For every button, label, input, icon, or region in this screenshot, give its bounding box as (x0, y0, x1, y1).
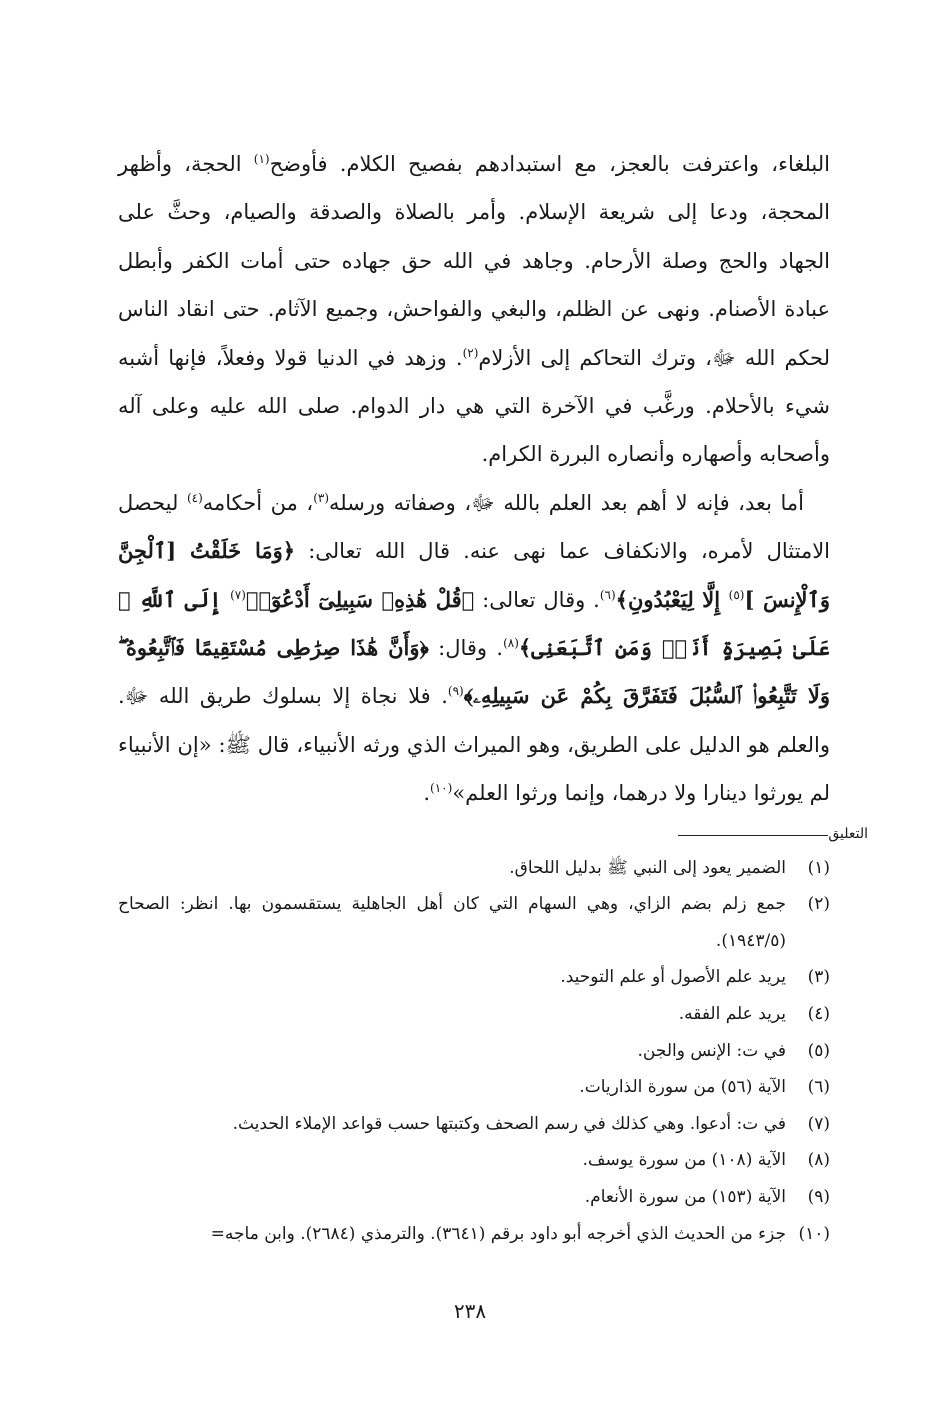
footnote (118, 996, 830, 1033)
footnote-marker: (١٠) (430, 781, 453, 796)
text-run: أما بعد، فإنه لا أهم بعد العلم بالله ﷻ، وصفاته ورسله (329, 490, 804, 515)
footnote-text: يريد علم الفقه. (678, 1004, 786, 1025)
footnote-number: (٥) (807, 1040, 830, 1061)
footnote-text: يريد علم الأصول أو علم التوحيد. (560, 967, 786, 988)
footnote-number: (٣) (807, 967, 830, 988)
paragraph-2 (118, 479, 830, 818)
footnote (118, 850, 830, 887)
footnotes-rule (678, 835, 828, 836)
paragraph-1 (118, 140, 830, 479)
page-content (118, 140, 868, 1252)
page-number: ٢٣٨ (453, 1299, 487, 1323)
quran-quote: إِلَّا لِيَعْبُدُونِ﴾ (615, 586, 729, 612)
footnote (118, 1106, 830, 1143)
footnote-text: في ت: أدعوا. وهي كذلك في رسم الصحف وكتبتها حسب قواعد الإملاء الحديث. (232, 1113, 786, 1134)
footnote-number: (٨) (807, 1150, 830, 1171)
quran-quote: ﴿قُلْ هَٰذِهِۦ سَبِيلِىٓ أَدْعُوٓا۟ (245, 586, 475, 612)
footnote-marker: (٥) (728, 587, 745, 602)
footnote-marker: (١) (253, 152, 270, 166)
footnotes-list (118, 850, 830, 1253)
footnote-number: (١) (807, 857, 830, 878)
quran-quote: ﴿وَمَا خَلَقْتُ [ٱلْجِنَّ وَٱلْإِنسَ ] (118, 538, 830, 612)
footnote-text: في ت: الإنس والجن. (637, 1040, 786, 1061)
footnote-marker: (٧) (230, 587, 246, 602)
footnote-marker: (٦) (599, 587, 616, 602)
footnote-marker: (٣) (313, 490, 330, 505)
footnote-number: (٦) (807, 1077, 830, 1098)
text-run: البلغاء، واعترفت بالعجز، مع استبدادهم بفصيح الكلام. فأوضح (269, 152, 831, 176)
footnotes-label: التعليق (828, 825, 868, 842)
footnote (118, 886, 830, 959)
text-run: . وزهد في الدنيا قولا وفعلاً، فإنها أشبه شيء بالأحلام. ورغَّب في الآخرة التي هي دار الدوام. صلى الله عليه وعلى آله وأصحابه وأصهاره وأنصاره البررة الكرام. (118, 345, 830, 467)
footnote-text: الآية (١٥٣) من سورة الأنعام. (584, 1187, 786, 1208)
footnote-marker: (٩) (447, 684, 464, 699)
text-run: الحجة، وأظهر المحجة، ودعا إلى شريعة الإسلام. وأمر بالصلاة والصدقة والصيام، وحثَّ على الجهاد والحج وصلة الأرحام. وجاهد في الله حق جهاده حتى أمات الكفر وأبطل عبادة الأصنام. ونهى عن الظلم، والبغي والفواحش، وجميع الآثام. حتى انقاد الناس لحكم الله ﷻ، وترك التحاكم إلى الأزلام (118, 152, 830, 370)
footnote-text: جزء من الحديث الذي أخرجه أبو داود برقم (٣٦٤١). والترمذي (٢٦٨٤). وابن ماجه= (210, 1223, 786, 1244)
footnote (118, 1216, 830, 1253)
text-run: ، من أحكامه (202, 490, 314, 515)
footnote-number: (٢) (807, 894, 830, 915)
quran-quote: إِلَى ٱللَّهِ ۚ عَلَىٰ بَصِيرَةٍ أَنَا۠ وَمَنِ ٱتَّبَعَنِى﴾ (118, 586, 831, 661)
footnote-number: (٩) (807, 1187, 830, 1208)
footnote-marker: (٨) (503, 636, 519, 651)
quran-quote: ﴿وَأَنَّ هَٰذَا صِرَٰطِى مُسْتَقِيمًا فَٱتَّبِعُوهُ ۖ وَلَا تَتَّبِعُوا۟ ٱلسُّبُلَ فَتَفَرَّقَ بِكُمْ عَن سَبِيلِهِۦ﴾ (118, 635, 830, 709)
main-text (118, 140, 830, 818)
footnote (118, 1179, 830, 1216)
text-run: ليحصل الامتثال لأمره، والانكفاف عما نهى عنه. قال الله تعالى: (118, 490, 831, 564)
footnote (118, 1142, 830, 1179)
text-run: . (423, 781, 431, 806)
footnote-number: (٧) (807, 1113, 830, 1134)
footnote-marker: (٢) (462, 345, 479, 360)
text-run: . فلا نجاة إلا بسلوك طريق الله ﷻ. والعلم هو الدليل على الطريق، وهو الميراث الذي ورثه الأنبياء، قال ﷺ: «إن الأنبياء لم يورثوا دينارا ولا درهما، وإنما ورثوا العلم» (118, 684, 830, 806)
text-run: . وقال تعالى: (474, 587, 600, 612)
text-run: . وقال: (428, 636, 504, 661)
footnote (118, 1069, 830, 1106)
footnote-marker: (٤) (186, 490, 203, 505)
footnote-text: الضمير يعود إلى النبي ﷺ بدليل اللحاق. (509, 857, 786, 878)
footnote-text: جمع زلم بضم الزاي، وهي السهام التي كان أهل الجاهلية يستقسمون بها. انظر: الصحاح (١٩٤٣/٥). (118, 894, 786, 951)
footnote-number: (١٠) (798, 1223, 830, 1244)
footnote-text: الآية (٥٦) من سورة الذاريات. (579, 1077, 786, 1098)
footnote-number: (٤) (807, 1004, 830, 1025)
footnote (118, 959, 830, 996)
footnote-text: الآية (١٠٨) من سورة يوسف. (582, 1150, 786, 1171)
footnote (118, 1033, 830, 1070)
footnotes-separator (118, 824, 868, 848)
